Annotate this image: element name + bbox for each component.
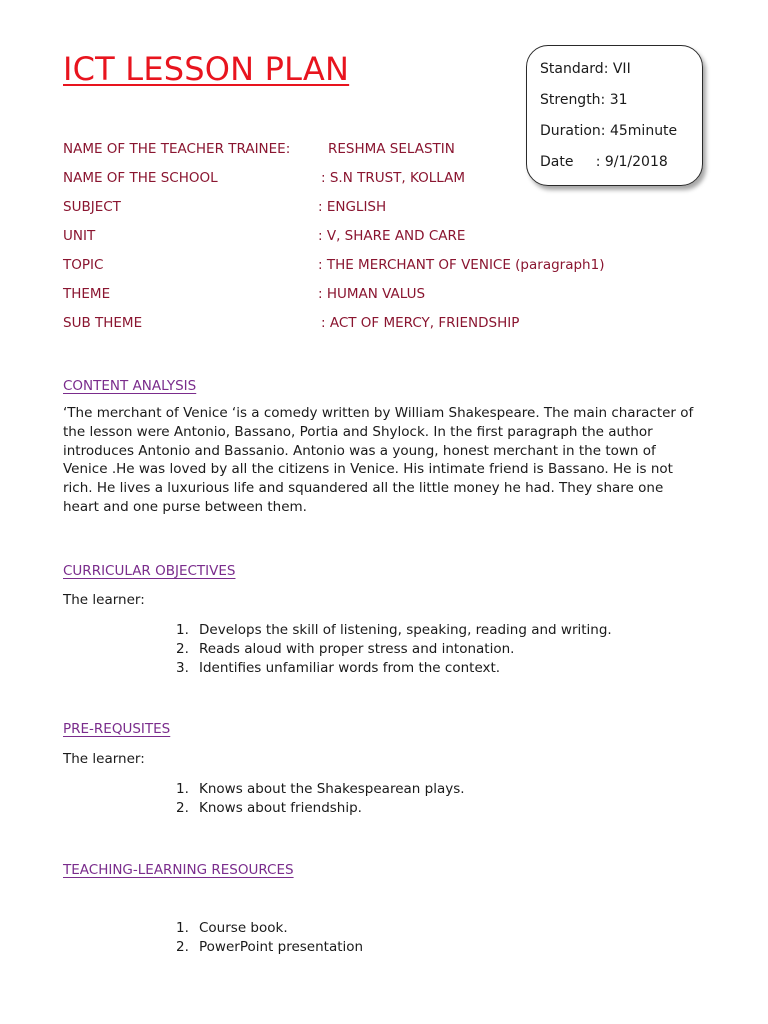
- list-item: 3. Identifies unfamiliar words from the context.: [176, 659, 501, 676]
- topic-field: [63, 257, 605, 273]
- pre-requisites-heading: PRE-REQUSITES: [63, 721, 171, 737]
- field-label: NAME OF THE TEACHER TRAINEE:: [63, 141, 291, 157]
- class-info-box: [526, 45, 703, 186]
- resources-list: [176, 919, 363, 957]
- school-field: [63, 170, 465, 186]
- list-item: 1. Develops the skill of listening, speaking, reading and writing.: [176, 622, 612, 638]
- field-value: : ACT OF MERCY, FRIENDSHIP: [321, 315, 520, 331]
- prerequisites-list: [176, 780, 465, 818]
- theme-field: [63, 286, 426, 302]
- content-analysis-heading: CONTENT ANALYSIS: [63, 378, 197, 394]
- field-label: NAME OF THE SCHOOL: [63, 170, 218, 186]
- list-item: 2. PowerPoint presentation: [176, 938, 364, 955]
- page-title: ICT LESSON PLAN: [63, 50, 350, 88]
- field-value: : THE MERCHANT OF VENICE (paragraph1): [318, 257, 605, 273]
- resources-heading: TEACHING-LEARNING RESOURCES: [63, 862, 294, 878]
- field-label: THEME: [63, 286, 111, 302]
- list-item: 2. Knows about friendship.: [176, 799, 362, 816]
- field-label: SUB THEME: [63, 315, 143, 331]
- field-value: RESHMA SELASTIN: [328, 141, 455, 157]
- field-value: : S.N TRUST, KOLLAM: [321, 170, 465, 186]
- prerequisites-intro: The learner:: [63, 751, 145, 767]
- strength-text: Strength: 31: [540, 92, 628, 108]
- field-label: UNIT: [63, 228, 96, 244]
- curricular-objectives-heading: CURRICULAR OBJECTIVES: [63, 563, 236, 579]
- field-value: : HUMAN VALUS: [318, 286, 426, 302]
- list-item: 2. Reads aloud with proper stress and intonation.: [176, 640, 515, 657]
- duration-text: Duration: 45minute: [540, 123, 678, 139]
- date-text: Date : 9/1/2018: [540, 154, 668, 170]
- content-analysis-paragraph: ‘The merchant of Venice ‘is a comedy written by William Shakespeare. The main character of the lesson were Antonio, Bassano, Portia and Shylock. In the first paragraph the author introduces Antonio and Bassanio. Antonio was a young, honest merchant in the town of Venice .He was loved by all the citizens in Venice. His intimate friend is Bassano. He is not rich. He lives a luxurious life and squandered all the little money he had. They share one heart and one purse between them.: [63, 405, 694, 515]
- field-label: TOPIC: [63, 257, 104, 273]
- unit-field: [63, 228, 466, 244]
- list-item: 1. Course book.: [176, 920, 288, 936]
- field-label: SUBJECT: [63, 199, 121, 215]
- standard-text: Standard: VII: [540, 61, 631, 77]
- teacher-trainee-field: [63, 141, 455, 157]
- subject-field: [63, 199, 387, 215]
- field-value: : V, SHARE AND CARE: [318, 228, 466, 244]
- objectives-intro: The learner:: [63, 592, 145, 608]
- objectives-list: [176, 621, 612, 677]
- field-value: : ENGLISH: [318, 199, 387, 215]
- list-item: 1. Knows about the Shakespearean plays.: [176, 781, 465, 797]
- sub-theme-field: [63, 315, 520, 331]
